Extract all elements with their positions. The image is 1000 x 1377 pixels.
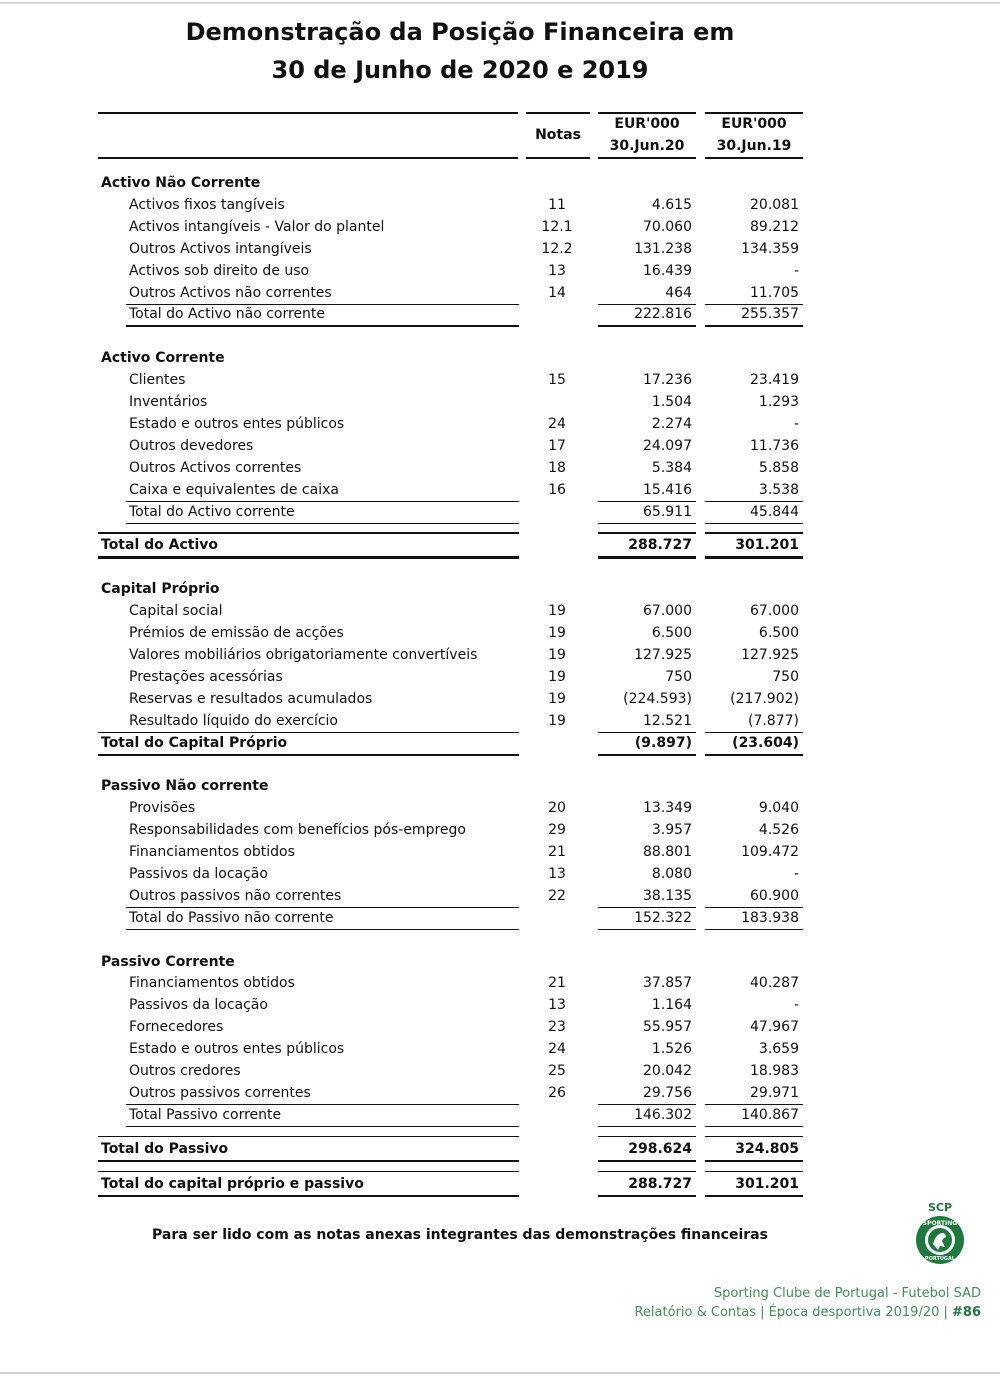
row-label: Passivo Não corrente	[101, 778, 269, 795]
row-note: 17	[548, 437, 566, 454]
value-2020: 4.615	[651, 196, 692, 213]
column-header-date-2020: 30.Jun.20	[609, 138, 685, 154]
table-row	[98, 479, 804, 501]
value-2020: 13.349	[643, 800, 692, 817]
value-2019: 11.705	[750, 284, 799, 301]
subtotal-rule	[598, 325, 696, 327]
row-note: 21	[548, 975, 566, 992]
value-2019: 89.212	[750, 218, 799, 235]
value-2019: 301.201	[735, 537, 799, 554]
row-note: 15	[548, 372, 566, 389]
total-bottom-rule	[705, 1195, 803, 1198]
total-bottom-rule	[98, 1160, 519, 1163]
value-2020: 67.000	[643, 603, 692, 620]
row-note: 24	[548, 415, 566, 432]
subtotal-rule	[598, 929, 696, 931]
table-row	[98, 688, 804, 710]
value-2019: 301.201	[735, 1175, 799, 1192]
row-label: Activos sob direito de uso	[129, 262, 310, 279]
value-2019: -	[793, 997, 799, 1014]
total-bottom-rule	[705, 754, 803, 757]
row-label: Total do Activo	[101, 537, 219, 554]
value-2019: 23.419	[750, 372, 799, 389]
section-heading	[98, 951, 804, 973]
table-row	[98, 600, 804, 622]
row-note: 20	[548, 800, 566, 817]
table-row	[98, 972, 804, 994]
value-2020: 20.042	[643, 1063, 692, 1079]
row-label: Total do Activo não corrente	[129, 306, 326, 323]
value-2020: 127.925	[634, 646, 692, 663]
value-2020: 37.857	[643, 975, 692, 992]
row-note: 19	[548, 712, 566, 729]
row-label: Estado e outros entes públicos	[129, 1041, 345, 1058]
table-row	[98, 238, 804, 260]
header-top-rule	[526, 112, 590, 114]
row-note: 14	[548, 284, 566, 301]
total-bottom-rule	[598, 754, 696, 757]
value-2019: 11.736	[750, 437, 799, 454]
footer-report-text: Relatório & Contas | Época desportiva 2019/20 |	[634, 1305, 953, 1320]
bottom-divider	[0, 1372, 1000, 1374]
row-note: 25	[548, 1063, 566, 1079]
table-row	[98, 282, 804, 304]
total-row	[98, 1104, 804, 1126]
table-row	[98, 369, 804, 391]
subtotal-rule	[705, 929, 803, 931]
value-2020: 152.322	[634, 909, 692, 926]
value-2020: 146.302	[634, 1106, 692, 1123]
svg-text:SCP: SCP	[927, 1201, 953, 1214]
value-2020: 3.957	[651, 822, 692, 839]
table-row	[98, 413, 804, 435]
value-2020: 131.238	[634, 240, 692, 257]
section-heading	[98, 578, 804, 600]
value-2019: 47.967	[750, 1019, 799, 1036]
row-label: Activos fixos tangíveis	[129, 196, 285, 213]
value-2019: (23.604)	[732, 734, 799, 751]
row-note: 19	[548, 668, 566, 685]
value-2019: (7.877)	[747, 712, 799, 729]
table-row	[98, 710, 804, 732]
row-label: Activo Não Corrente	[101, 175, 261, 191]
row-label: Estado e outros entes públicos	[129, 415, 345, 432]
value-2019: 750	[772, 668, 799, 685]
table-row	[98, 194, 804, 216]
row-note: 26	[548, 1084, 566, 1101]
value-2019: 29.971	[750, 1084, 799, 1101]
svg-text:PORTUGAL: PORTUGAL	[924, 1256, 956, 1262]
table-row	[98, 797, 804, 819]
value-2019: 45.844	[750, 503, 799, 520]
row-note: 19	[548, 603, 566, 620]
section-heading	[98, 347, 804, 369]
subtotal-rule	[598, 1126, 696, 1128]
value-2020: 1.526	[651, 1041, 692, 1058]
table-row	[98, 622, 804, 644]
row-note: 12.2	[541, 240, 573, 257]
table-row	[98, 863, 804, 885]
table-row	[98, 260, 804, 282]
row-label: Outros Activos não correntes	[129, 284, 332, 301]
value-2019: 18.983	[750, 1063, 799, 1079]
total-bottom-rule	[98, 556, 519, 559]
row-label: Total Passivo corrente	[129, 1106, 282, 1123]
value-2020: 8.080	[651, 865, 692, 882]
subtotal-rule	[126, 325, 519, 327]
row-label: Total do Capital Próprio	[101, 734, 288, 751]
row-label: Activos intangíveis - Valor do plantel	[129, 218, 385, 235]
footnote: Para ser lido com as notas anexas integrantes das demonstrações financeiras	[152, 1227, 768, 1243]
total-top-rule	[598, 532, 696, 534]
row-label: Passivo Corrente	[101, 953, 235, 970]
value-2019: 3.538	[758, 481, 799, 498]
value-2019: 324.805	[735, 1140, 799, 1157]
row-note: 13	[548, 262, 566, 279]
row-label: Valores mobiliários obrigatoriamente convertíveis	[129, 646, 478, 663]
row-label: Caixa e equivalentes de caixa	[129, 481, 339, 498]
value-2020: 55.957	[643, 1019, 692, 1036]
sporting-logo-icon	[912, 1200, 968, 1268]
section-heading	[98, 775, 804, 797]
table-row	[98, 216, 804, 238]
total-row	[98, 1173, 804, 1195]
column-header-date-2019: 30.Jun.19	[716, 138, 792, 154]
row-note: 19	[548, 625, 566, 641]
row-label: Activo Corrente	[101, 350, 225, 367]
row-note: 22	[548, 887, 566, 904]
table-row	[98, 666, 804, 688]
subtotal-rule	[705, 325, 803, 327]
row-label: Outros Activos correntes	[129, 459, 302, 476]
row-label: Passivos da locação	[129, 865, 268, 882]
table-row	[98, 841, 804, 863]
value-2020: 288.727	[628, 1175, 692, 1192]
row-label: Resultado líquido do exercício	[129, 712, 338, 729]
row-label: Outros devedores	[129, 437, 254, 454]
value-2020: 24.097	[643, 437, 692, 454]
table-row	[98, 1082, 804, 1104]
table-row	[98, 435, 804, 457]
row-label: Total do capital próprio e passivo	[101, 1175, 364, 1192]
page-title: Demonstração da Posição Financeira em	[185, 18, 735, 46]
column-header-currency-2019: EUR'000	[721, 116, 787, 132]
value-2019: 5.858	[758, 459, 799, 476]
value-2020: 1.164	[651, 997, 692, 1014]
value-2019: 255.357	[741, 306, 799, 323]
row-note: 13	[548, 997, 566, 1014]
subtotal-rule	[705, 1126, 803, 1128]
value-2019: (217.902)	[730, 690, 799, 707]
row-label: Financiamentos obtidos	[129, 844, 295, 860]
row-label: Fornecedores	[129, 1019, 224, 1036]
total-row	[98, 501, 804, 523]
row-label: Total do Passivo não corrente	[129, 909, 334, 926]
total-row	[98, 732, 804, 754]
table-row	[98, 391, 804, 413]
header-bottom-rule	[705, 157, 803, 159]
total-row	[98, 534, 804, 556]
row-label: Reservas e resultados acumulados	[129, 690, 373, 707]
row-label: Total do Passivo	[101, 1140, 229, 1157]
row-note: 19	[548, 690, 566, 707]
table-row	[98, 819, 804, 841]
row-label: Prémios de emissão de acções	[129, 625, 344, 641]
header-top-rule	[598, 112, 696, 114]
row-label: Total do Activo corrente	[129, 503, 295, 520]
value-2019: -	[793, 865, 799, 882]
row-label: Financiamentos obtidos	[129, 975, 295, 992]
table-row	[98, 1038, 804, 1060]
value-2020: (9.897)	[634, 734, 692, 751]
footer-report-info	[634, 1305, 981, 1320]
value-2020: 38.135	[643, 887, 692, 904]
svg-text:SPORTING: SPORTING	[922, 1220, 958, 1227]
total-top-rule	[598, 1171, 696, 1173]
value-2020: 1.504	[651, 394, 692, 410]
value-2020: 16.439	[643, 262, 692, 279]
value-2019: -	[793, 262, 799, 279]
row-label: Outros passivos correntes	[129, 1084, 311, 1101]
row-label: Outros Activos intangíveis	[129, 240, 312, 257]
column-header-currency-2020: EUR'000	[614, 116, 680, 132]
row-note: 21	[548, 844, 566, 860]
row-label: Capital Próprio	[101, 581, 220, 598]
value-2020: 88.801	[643, 844, 692, 860]
table-row	[98, 885, 804, 907]
value-2019: 1.293	[758, 394, 799, 410]
total-bottom-rule	[598, 556, 696, 559]
value-2019: 127.925	[741, 646, 799, 663]
total-bottom-rule	[98, 1195, 519, 1198]
row-note: 29	[548, 822, 566, 839]
subtotal-rule	[126, 1126, 519, 1128]
subtotal-rule	[598, 523, 696, 525]
row-note: 12.1	[541, 218, 573, 235]
total-top-rule	[705, 532, 803, 534]
header-top-rule	[705, 112, 803, 114]
value-2019: 20.081	[750, 196, 799, 213]
table-row	[98, 1016, 804, 1038]
value-2020: 29.756	[643, 1084, 692, 1101]
total-bottom-rule	[705, 1160, 803, 1163]
value-2019: 6.500	[758, 625, 799, 641]
total-top-rule	[598, 1136, 696, 1138]
header-top-rule	[98, 112, 518, 114]
row-label: Prestações acessórias	[129, 668, 283, 685]
subtotal-rule	[126, 929, 519, 931]
section-heading	[98, 172, 804, 194]
value-2019: 183.938	[741, 909, 799, 926]
value-2020: 2.274	[651, 415, 692, 432]
value-2019: 67.000	[750, 603, 799, 620]
row-label: Provisões	[129, 800, 196, 817]
subtotal-rule	[126, 523, 519, 525]
value-2020: 15.416	[643, 481, 692, 498]
header-bottom-rule	[598, 157, 696, 159]
table-row	[98, 1060, 804, 1082]
row-note: 16	[548, 481, 566, 498]
row-note: 19	[548, 646, 566, 663]
value-2020: 464	[665, 284, 692, 301]
table-row	[98, 994, 804, 1016]
page-subtitle: 30 de Junho de 2020 e 2019	[271, 56, 649, 84]
value-2020: 288.727	[628, 537, 692, 554]
value-2020: 12.521	[643, 712, 692, 729]
row-note: 23	[548, 1019, 566, 1036]
value-2020: 70.060	[643, 218, 692, 235]
row-label: Outros credores	[129, 1063, 241, 1079]
table-row	[98, 644, 804, 666]
total-bottom-rule	[598, 1195, 696, 1198]
column-header-notas: Notas	[535, 127, 581, 143]
value-2020: 65.911	[643, 503, 692, 520]
row-label: Capital social	[129, 603, 223, 620]
row-label: Passivos da locação	[129, 997, 268, 1014]
row-note: 13	[548, 865, 566, 882]
footer-club-name: Sporting Clube de Portugal - Futebol SAD	[713, 1286, 981, 1301]
total-row	[98, 907, 804, 929]
top-divider	[0, 2, 1000, 4]
total-row	[98, 1138, 804, 1160]
row-label: Clientes	[129, 372, 186, 389]
total-top-rule	[705, 1171, 803, 1173]
value-2019: 109.472	[741, 844, 799, 860]
total-top-rule	[705, 1136, 803, 1138]
total-top-rule	[98, 1171, 519, 1173]
value-2020: 17.236	[643, 372, 692, 389]
row-label: Inventários	[129, 394, 208, 410]
total-row	[98, 303, 804, 325]
value-2019: 40.287	[750, 975, 799, 992]
total-bottom-rule	[98, 754, 519, 757]
value-2019: 9.040	[758, 800, 799, 817]
value-2020: 750	[665, 668, 692, 685]
value-2020: 6.500	[651, 625, 692, 641]
row-label: Responsabilidades com benefícios pós-emprego	[129, 822, 466, 839]
page-number: #86	[952, 1305, 981, 1320]
value-2019: 60.900	[750, 887, 799, 904]
total-top-rule	[98, 532, 519, 534]
total-bottom-rule	[598, 1160, 696, 1163]
value-2019: 3.659	[758, 1041, 799, 1058]
row-note: 24	[548, 1041, 566, 1058]
total-bottom-rule	[705, 556, 803, 559]
subtotal-rule	[705, 523, 803, 525]
header-bottom-rule	[98, 157, 518, 159]
row-note: 18	[548, 459, 566, 476]
value-2019: -	[793, 415, 799, 432]
row-label: Outros passivos não correntes	[129, 887, 342, 904]
total-top-rule	[98, 1136, 519, 1138]
value-2020: 5.384	[651, 459, 692, 476]
value-2019: 4.526	[758, 822, 799, 839]
table-row	[98, 457, 804, 479]
value-2020: (224.593)	[623, 690, 692, 707]
row-note: 11	[548, 196, 566, 213]
value-2020: 222.816	[634, 306, 692, 323]
value-2019: 134.359	[741, 240, 799, 257]
value-2020: 298.624	[628, 1140, 692, 1157]
header-bottom-rule	[526, 157, 590, 159]
value-2019: 140.867	[741, 1106, 799, 1123]
